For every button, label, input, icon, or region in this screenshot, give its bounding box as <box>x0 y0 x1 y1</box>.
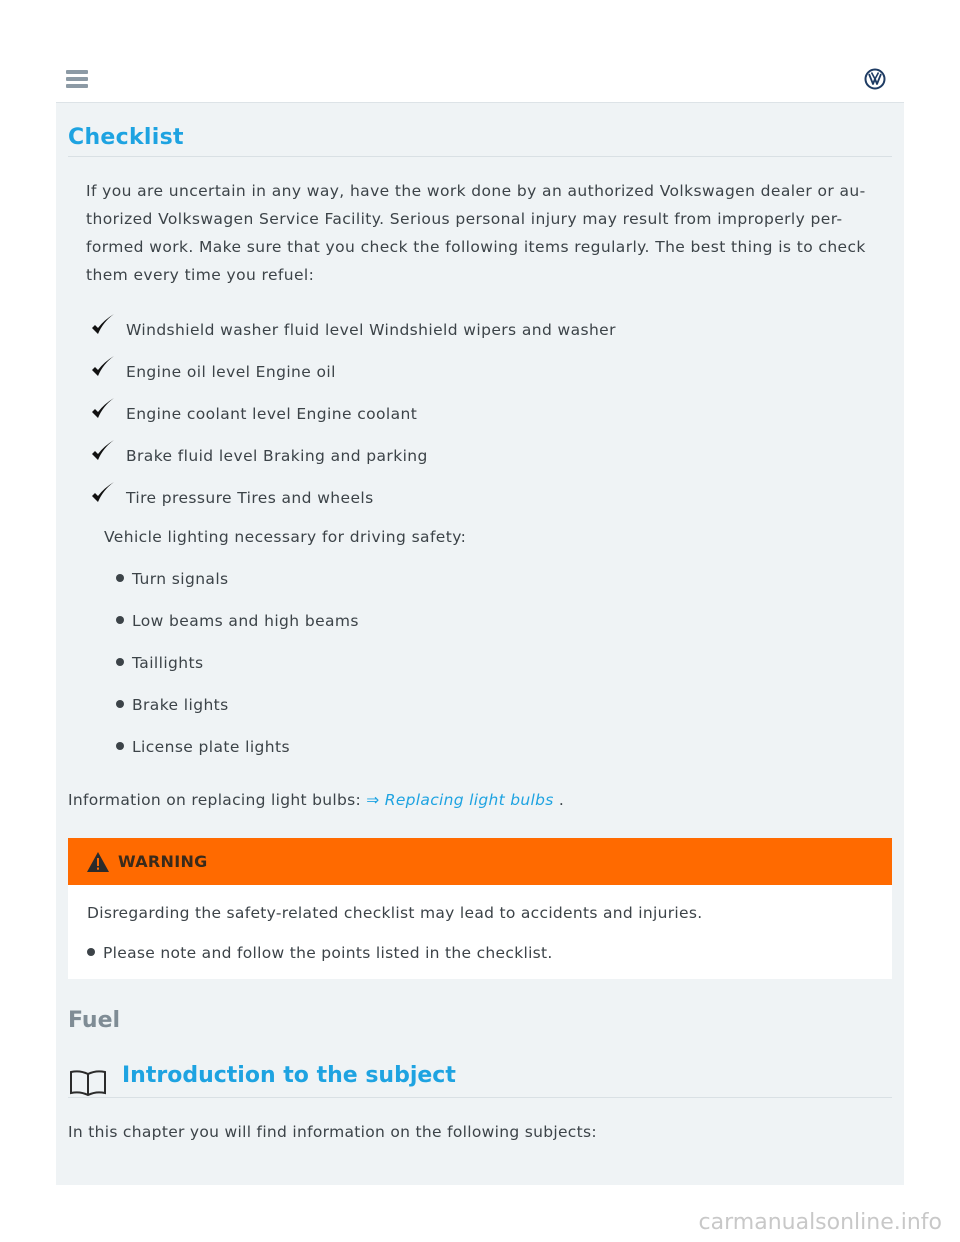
content-area <box>56 103 904 1185</box>
bullet-icon <box>116 742 124 750</box>
checkmark-icon <box>90 396 116 422</box>
bullet-icon <box>116 574 124 582</box>
check-item-label: Engine oil level Engine oil <box>126 363 336 381</box>
list-item-label: Taillights <box>132 654 204 672</box>
checklist-paragraph <box>86 177 886 289</box>
lighting-lead: Vehicle lighting necessary for driving safety: <box>104 528 467 546</box>
list-item <box>116 612 359 630</box>
check-item-label: Windshield washer fluid level Windshield wipers and washer <box>126 321 616 339</box>
checkmark-icon <box>90 354 116 380</box>
warning-header <box>68 838 892 885</box>
list-item <box>116 696 229 714</box>
page-title: Checklist <box>68 125 184 150</box>
list-item-label: License plate lights <box>132 738 290 756</box>
warning-text: Disregarding the safety-related checklist may lead to accidents and injuries. <box>87 904 703 922</box>
check-item-label: Tire pressure Tires and wheels <box>126 489 374 507</box>
intro-title: Introduction to the subject <box>122 1063 456 1088</box>
warning-triangle-icon <box>86 851 110 873</box>
list-item-label: Turn signals <box>132 570 229 588</box>
intro-divider <box>68 1097 892 1098</box>
check-item-label: Brake fluid level Braking and parking <box>126 447 428 465</box>
warning-bullet-label: Please note and follow the points listed in the checklist. <box>103 944 553 962</box>
hamburger-menu-icon[interactable] <box>66 70 88 88</box>
bullet-icon <box>116 700 124 708</box>
top-bar <box>56 52 904 103</box>
bulb-info-suffix: . <box>558 791 565 809</box>
paragraph-line: If you are uncertain in any way, have the work done by an authorized Volkswagen dealer or au- <box>86 182 866 200</box>
replacing-light-bulbs-link[interactable]: ⇒ Replacing light bulbs <box>366 791 554 809</box>
checkmark-icon <box>90 480 116 506</box>
vw-logo-icon[interactable] <box>864 68 886 90</box>
list-item <box>116 570 229 588</box>
checkmark-icon <box>90 438 116 464</box>
list-item-label: Brake lights <box>132 696 229 714</box>
open-book-icon <box>68 1069 108 1097</box>
bullet-icon <box>116 658 124 666</box>
list-item-label: Low beams and high beams <box>132 612 359 630</box>
warning-label: WARNING <box>118 852 208 871</box>
title-divider <box>68 156 892 157</box>
bulb-info <box>68 791 564 809</box>
paragraph-line: them every time you refuel: <box>86 266 315 284</box>
watermark-text: carmanualsonline.info <box>698 1210 942 1235</box>
bullet-icon <box>116 616 124 624</box>
paragraph-line: thorized Volkswagen Service Facility. Serious personal injury may result from improperly per- <box>86 210 843 228</box>
bullet-icon <box>87 948 95 956</box>
intro-text: In this chapter you will find information on the following subjects: <box>68 1123 597 1141</box>
check-item-label: Engine coolant level Engine coolant <box>126 405 418 423</box>
list-item <box>116 738 290 756</box>
bulb-info-prefix: Information on replacing light bulbs: <box>68 791 361 809</box>
paragraph-line: formed work. Make sure that you check the following items regularly. The best thing is to check <box>86 238 866 256</box>
list-item <box>116 654 203 672</box>
warning-box <box>68 838 892 979</box>
fuel-heading: Fuel <box>68 1008 121 1033</box>
checkmark-icon <box>90 312 116 338</box>
warning-bullet <box>87 944 553 962</box>
